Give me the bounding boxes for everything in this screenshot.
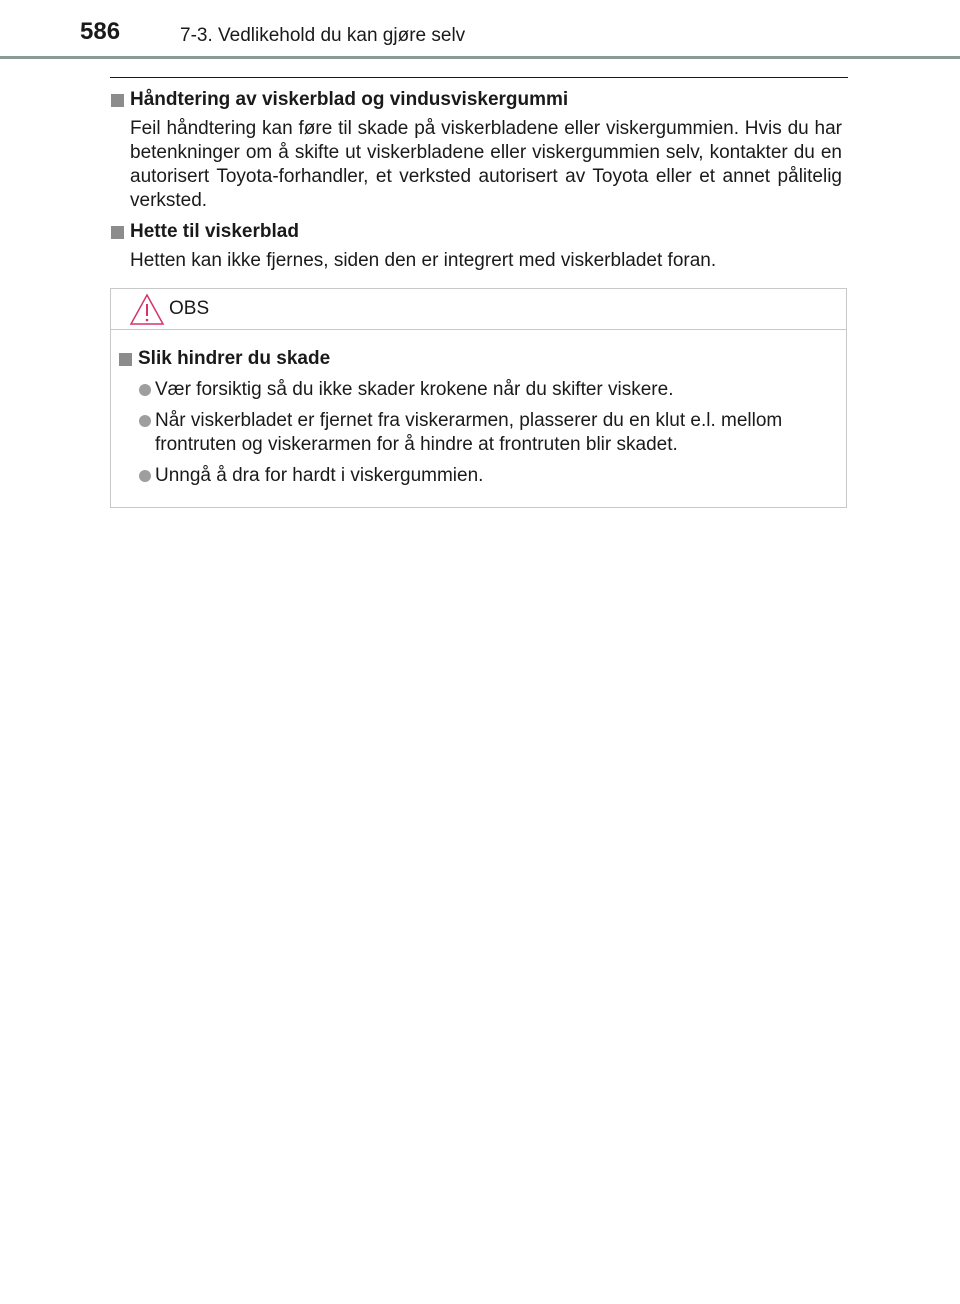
caution-bullet-text: Når viskerbladet er fjernet fra viskerarmen, plasserer du en klut e.l. mellom frontruten og viskerarmen for å hindre at frontruten blir skadet. [155, 410, 783, 455]
section-wiper-handling [110, 88, 842, 213]
caution-bullet [139, 464, 841, 488]
caution-header [111, 289, 846, 330]
header-rule [0, 56, 960, 59]
section-body: Feil håndtering kan føre til skade på viskerbladene eller viskergummien. Hvis du har betenkninger om å skifte ut viskerbladene eller viskergummien selv, kontakter du en autorisert Toyota-forhandler, et verksted autorisert av Toyota eller et annet pålitelig verksted. [130, 118, 842, 211]
chapter-title: 7-3. Vedlikehold du kan gjøre selv [180, 25, 466, 46]
section-divider [110, 77, 848, 78]
caution-label: OBS [169, 298, 210, 319]
section-heading-text: Hette til viskerblad [130, 221, 299, 242]
section-body: Hetten kan ikke fjernes, siden den er integrert med viskerbladet foran. [130, 250, 717, 271]
caution-box [110, 288, 847, 508]
section-wiper-cap [110, 220, 842, 273]
round-bullet-icon [139, 470, 151, 482]
section-heading-text: Håndtering av viskerblad og vindusviskergummi [130, 89, 569, 110]
page-number: 586 [80, 18, 121, 45]
caution-bullet-text: Unngå å dra for hardt i viskergummien. [155, 465, 484, 486]
caution-bullet-text: Vær forsiktig så du ikke skader krokene når du skifter viskere. [155, 379, 674, 400]
square-bullet-icon [119, 353, 132, 366]
caution-bullet [139, 409, 841, 457]
square-bullet-icon [111, 94, 124, 107]
caution-body [111, 347, 841, 488]
warning-triangle-icon [129, 293, 165, 326]
round-bullet-icon [139, 384, 151, 396]
section-heading [110, 220, 842, 244]
caution-heading [118, 347, 841, 371]
caution-heading-text: Slik hindrer du skade [138, 348, 331, 369]
round-bullet-icon [139, 415, 151, 427]
page-header [0, 0, 960, 62]
section-heading [110, 88, 842, 112]
square-bullet-icon [111, 226, 124, 239]
caution-bullet [139, 378, 841, 402]
